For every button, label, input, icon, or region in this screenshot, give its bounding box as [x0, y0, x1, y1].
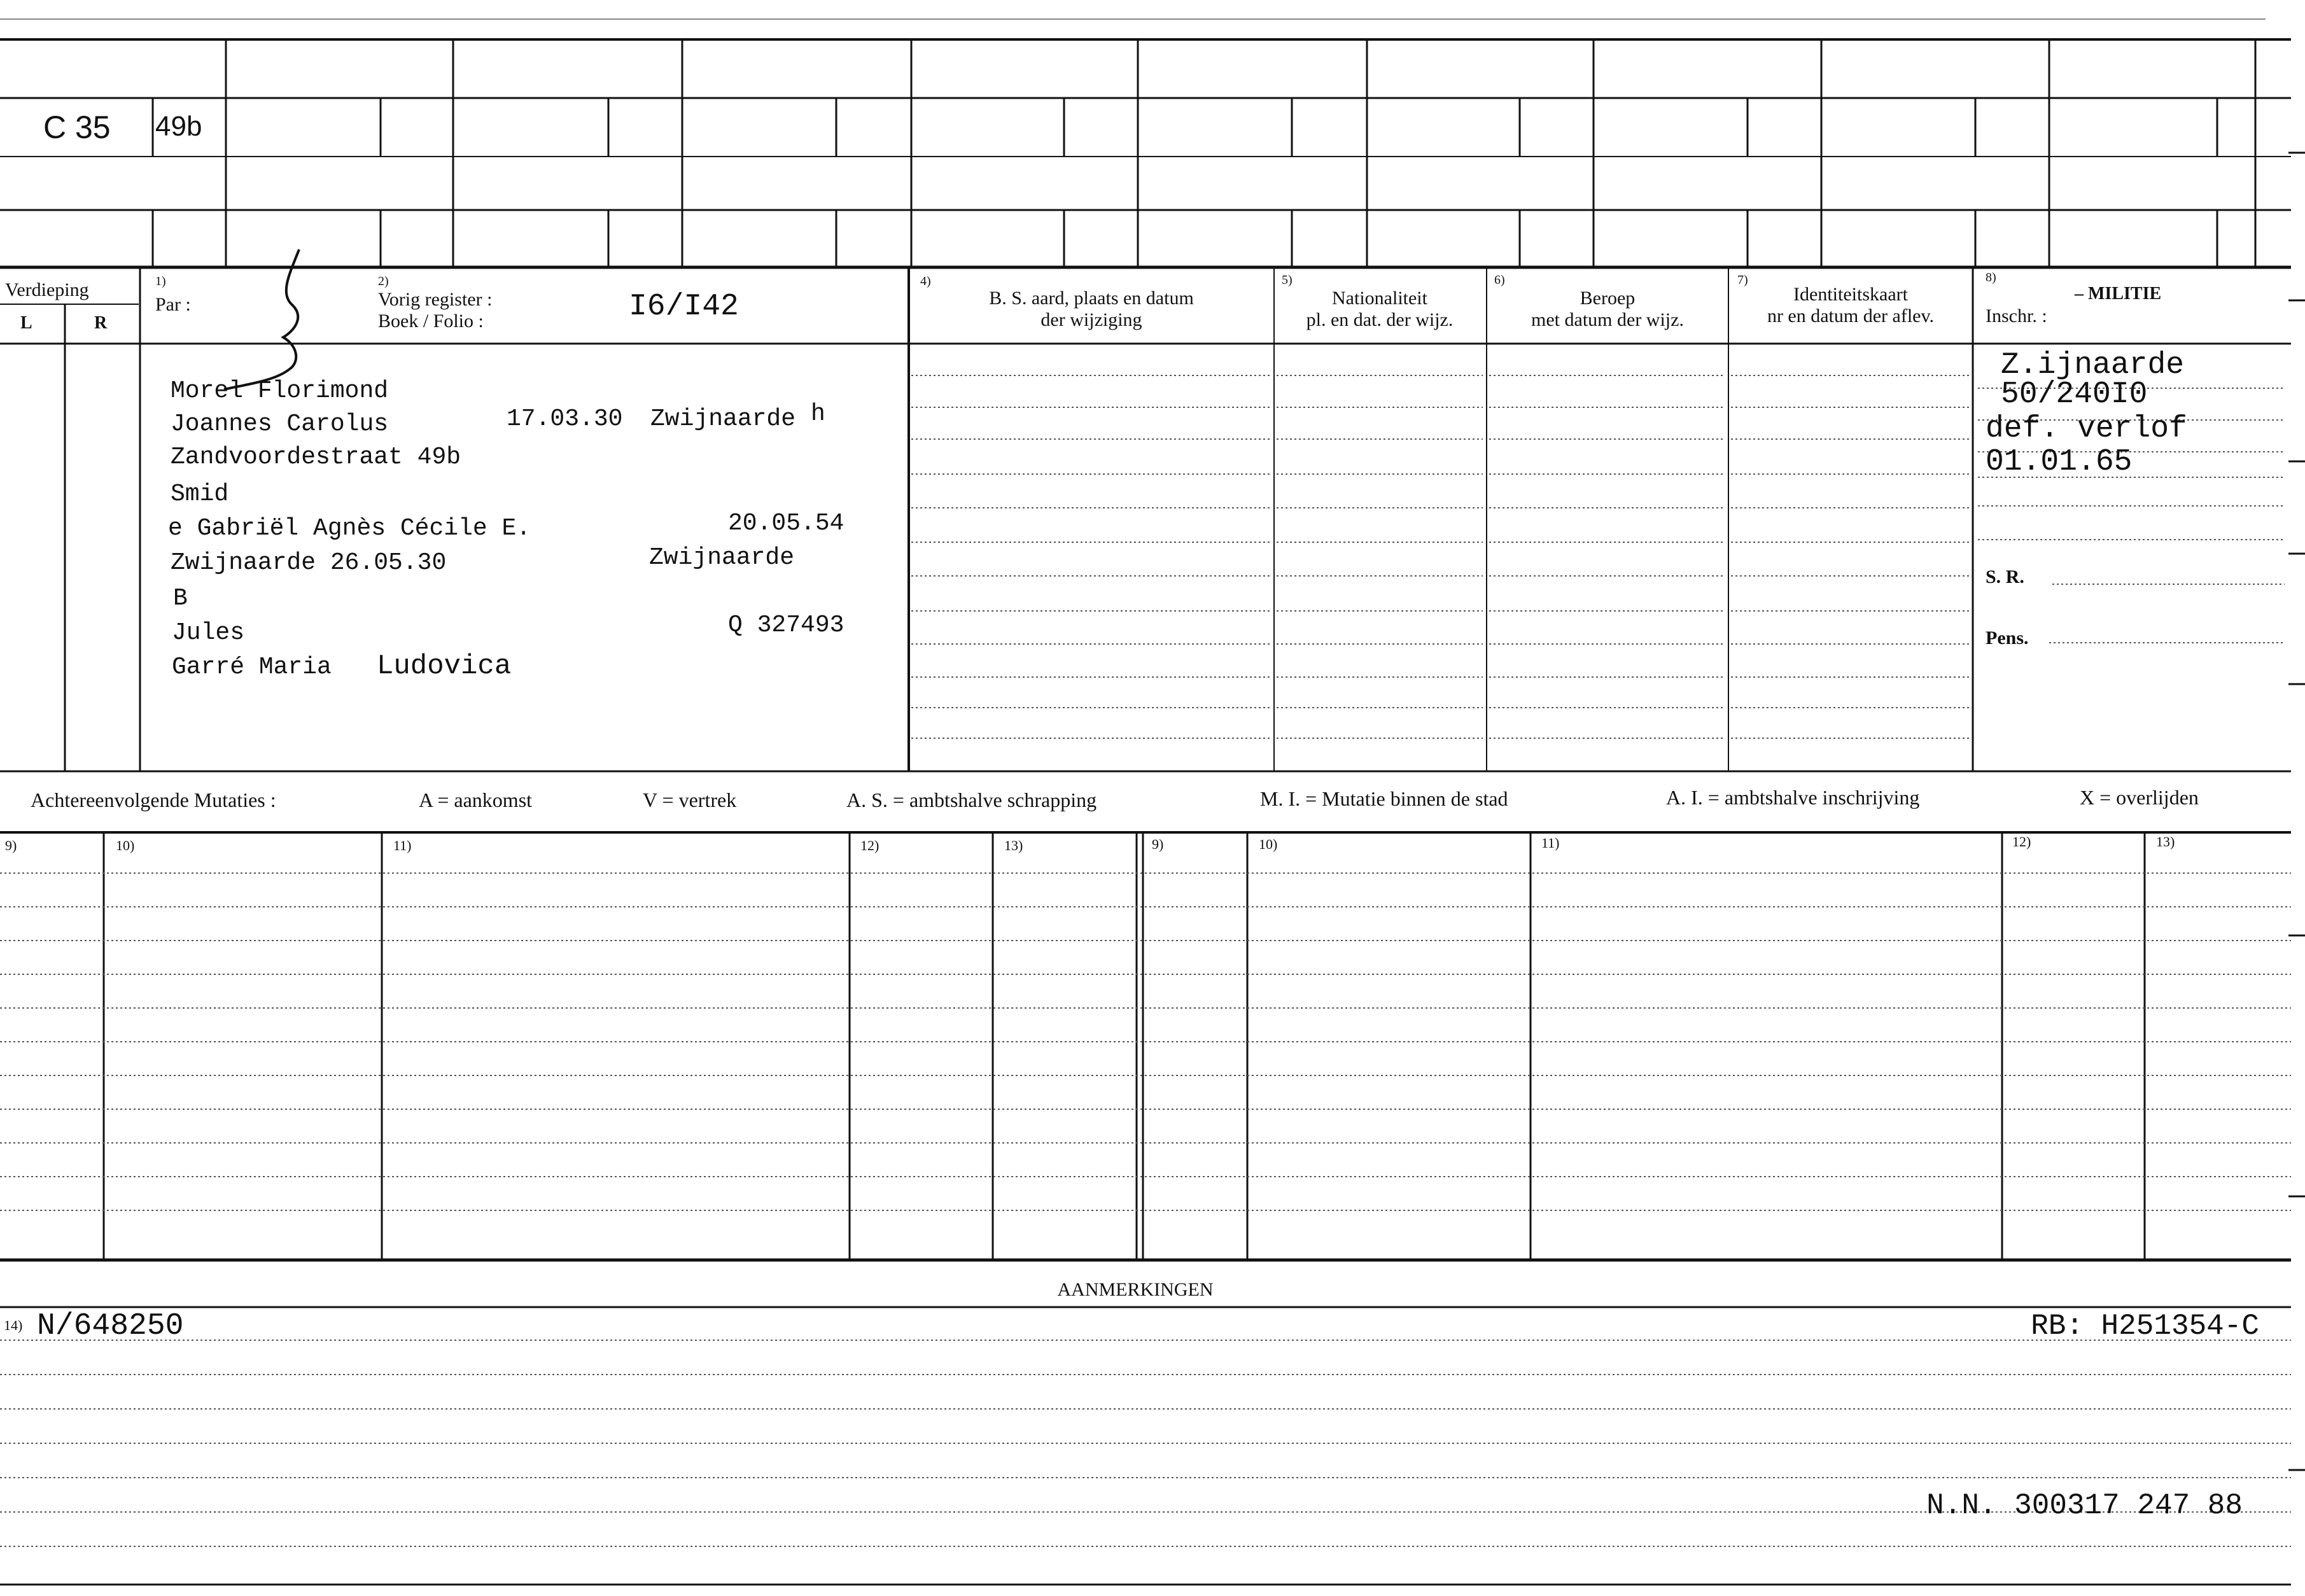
remarks-rb-number: RB: H251354-C: [2031, 1310, 2259, 1343]
mut-col-number: 9): [1152, 836, 1164, 852]
col6-label-1: Beroep: [1580, 288, 1636, 309]
person-given-names: Joannes Carolus: [171, 410, 389, 438]
col4-label-2: der wijziging: [1040, 309, 1142, 330]
col5-label-2: pl. en dat. der wijz.: [1306, 309, 1454, 330]
person-mother-first: Garré Maria: [172, 654, 332, 681]
remarks-nn-number: N.N. 300317 247 88: [1926, 1489, 2243, 1522]
col1-number: 1): [155, 274, 166, 288]
mut-col-number: 11): [1541, 835, 1560, 851]
militie-pens-label: Pens.: [1986, 627, 2029, 648]
mutation-code-death: X = overlijden: [2080, 786, 2199, 809]
col7-number: 7): [1737, 273, 1748, 287]
col2-label-1: Vorig register :: [378, 289, 493, 310]
mut-col-number: 13): [1004, 837, 1023, 853]
mutation-code-struck: A. S. = ambtshalve schrapping: [846, 788, 1097, 811]
person-address-mark: h: [811, 400, 825, 428]
militie-sr-label: S. R.: [1986, 566, 2024, 587]
floor-left: L: [20, 313, 32, 333]
person-name: Morel Florimond: [171, 377, 389, 405]
col2-number: 2): [378, 274, 389, 288]
mut-col-number: 10): [116, 837, 135, 853]
person-spouse: e Gabriël Agnès Cécile E.: [168, 515, 531, 542]
col7-label-2: nr en datum der aflev.: [1767, 305, 1935, 326]
militie-line-4: 01.01.65: [1986, 445, 2133, 479]
person-address: Zandvoordestraat 49b: [171, 444, 461, 471]
mutation-code-arrival: A = aankomst: [419, 788, 533, 811]
person-marriage-date: 20.05.54: [728, 510, 844, 537]
person-spouse-birth-place: Zwijnaarde: [649, 544, 795, 571]
person-birth-place: Zwijnaarde: [650, 405, 796, 433]
remarks-title: AANMERKINGEN: [1057, 1279, 1214, 1300]
mutation-code-internal: M. I. = Mutatie binnen de stad: [1260, 787, 1508, 810]
person-mother-second: Ludovica: [377, 650, 512, 682]
militie-line-3: def. verlof: [1986, 412, 2187, 446]
remarks-number: 14): [4, 1317, 23, 1333]
col7-label-1: Identiteitskaart: [1793, 284, 1908, 305]
mut-col-number: 12): [860, 837, 879, 853]
remarks-n-number: N/648250: [37, 1309, 184, 1343]
col5-label-1: Nationaliteit: [1332, 288, 1427, 309]
mut-col-number: 13): [2156, 834, 2175, 850]
person-father: Jules: [172, 619, 245, 647]
person-occupation: Smid: [171, 480, 229, 508]
register-code: C 35: [43, 109, 111, 145]
col4-number: 4): [920, 274, 931, 288]
col1-label: Par :: [155, 294, 191, 315]
col5-number: 5): [1282, 273, 1293, 287]
militie-title: – MILITIE: [2075, 284, 2162, 304]
mut-col-number: 9): [5, 837, 17, 853]
person-id-number: Q 327493: [728, 612, 844, 639]
mutation-code-registered: A. I. = ambtshalve inschrijving: [1666, 786, 1920, 809]
mutation-code-departure: V = vertrek: [643, 788, 737, 811]
militie-line-1: Z.ijnaarde: [2001, 348, 2185, 382]
militie-line-2: 50/240I0: [2001, 377, 2148, 412]
col6-label-2: met datum der wijz.: [1531, 309, 1684, 330]
mut-col-number: 11): [393, 837, 412, 853]
person-birth-date: 17.03.30: [507, 405, 623, 433]
previous-register-value: I6/I42: [629, 290, 739, 324]
floor-right: R: [94, 313, 108, 333]
person-spouse-birth: Zwijnaarde 26.05.30: [171, 549, 447, 577]
handwritten-par-mark: [224, 249, 299, 389]
col8-number: 8): [1986, 270, 1996, 284]
mut-col-number: 12): [2012, 834, 2031, 850]
person-b-mark: B: [173, 585, 188, 612]
mut-col-number: 10): [1259, 836, 1278, 852]
militie-inschr-label: Inschr. :: [1986, 305, 2047, 326]
register-house-number: 49b: [155, 111, 202, 142]
floor-title: Verdieping: [5, 279, 89, 300]
col6-number: 6): [1494, 273, 1505, 287]
col4-label-1: B. S. aard, plaats en datum: [989, 288, 1194, 309]
col2-label-2: Boek / Folio :: [378, 311, 484, 332]
mutations-title: Achtereenvolgende Mutaties :: [31, 788, 276, 811]
